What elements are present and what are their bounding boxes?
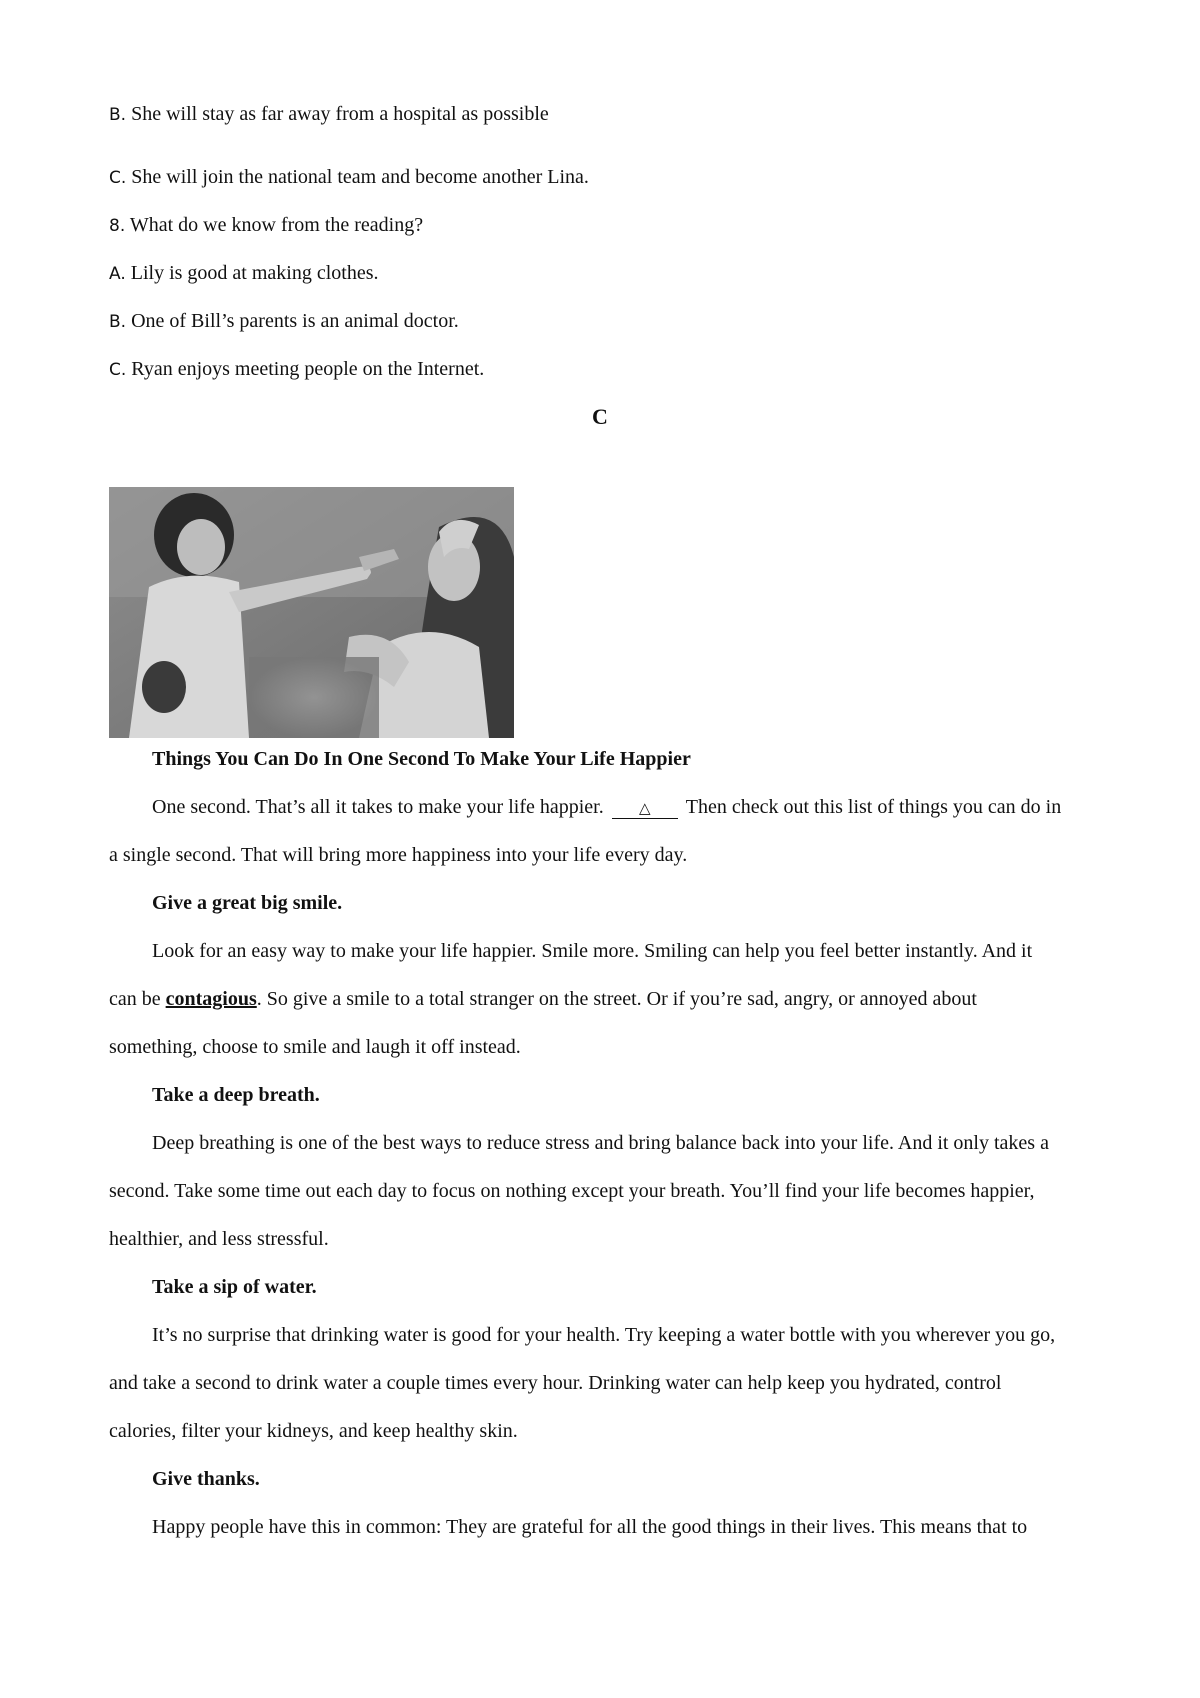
tip-text: Look for an easy way to make your life happier. Smile more. Smiling can help you feel better instantly. And it <box>152 940 1033 962</box>
q8-option-b <box>109 307 459 336</box>
tip-heading: Give a great big smile. <box>152 892 343 914</box>
tip-text-segment: . So give a smile to a total stranger on the street. Or if you’re sad, angry, or annoyed about <box>256 988 977 1010</box>
option-letter: C. <box>109 360 127 380</box>
article-photo <box>109 487 514 738</box>
tip-text: and take a second to drink water a couple times every hour. Drinking water can help keep you hydrated, control <box>109 1372 1002 1394</box>
question-number: 8. <box>109 216 126 236</box>
option-text: She will stay as far away from a hospital as possible <box>126 103 549 125</box>
option-text: One of Bill’s parents is an animal doctor. <box>126 310 459 332</box>
vocab-word: contagious <box>165 988 257 1010</box>
tip-text: calories, filter your kidneys, and keep healthy skin. <box>109 1420 518 1442</box>
intro-text: Then check out this list of things you can do in <box>685 796 1062 818</box>
q8-option-a <box>109 259 378 288</box>
fill-in-blank: △ <box>612 798 678 819</box>
option-letter: A. <box>109 264 126 284</box>
article-title: Things You Can Do In One Second To Make Your Life Happier <box>152 748 691 770</box>
q8-option-c <box>109 355 484 384</box>
tip-heading: Give thanks. <box>152 1468 260 1490</box>
question-text: What do we know from the reading? <box>125 214 424 236</box>
q8-question <box>109 211 423 240</box>
tip-text <box>109 985 1099 1013</box>
section-heading: C <box>592 404 608 429</box>
option-text: Lily is good at making clothes. <box>125 262 379 284</box>
option-letter: B. <box>109 105 127 125</box>
tip-text: healthier, and less stressful. <box>109 1228 329 1250</box>
q7-option-c <box>109 163 589 192</box>
tip-text: It’s no surprise that drinking water is good for your health. Try keeping a water bottle with you wherever you go, <box>152 1324 1056 1346</box>
option-letter: C. <box>109 168 127 188</box>
tip-text: Deep breathing is one of the best ways to reduce stress and bring balance back into your life. And it only takes a <box>152 1132 1049 1154</box>
tip-text-segment: can be <box>109 988 166 1010</box>
intro-line-2: a single second. That will bring more happiness into your life every day. <box>109 844 688 866</box>
photo-illustration <box>109 487 514 738</box>
q7-option-b <box>109 100 549 129</box>
tip-heading: Take a sip of water. <box>152 1276 317 1298</box>
option-letter: B. <box>109 312 127 332</box>
intro-text: One second. That’s all it takes to make your life happier. <box>152 796 604 818</box>
tip-text: Happy people have this in common: They are grateful for all the good things in their lives. This means that to <box>152 1516 1028 1538</box>
option-text: Ryan enjoys meeting people on the Internet. <box>126 358 485 380</box>
tip-text: second. Take some time out each day to focus on nothing except your breath. You’ll find your life becomes happier, <box>109 1180 1035 1202</box>
intro-line-1 <box>152 793 1061 821</box>
tip-text: something, choose to smile and laugh it off instead. <box>109 1036 521 1058</box>
tip-heading: Take a deep breath. <box>152 1084 320 1106</box>
option-text: She will join the national team and become another Lina. <box>126 166 589 188</box>
